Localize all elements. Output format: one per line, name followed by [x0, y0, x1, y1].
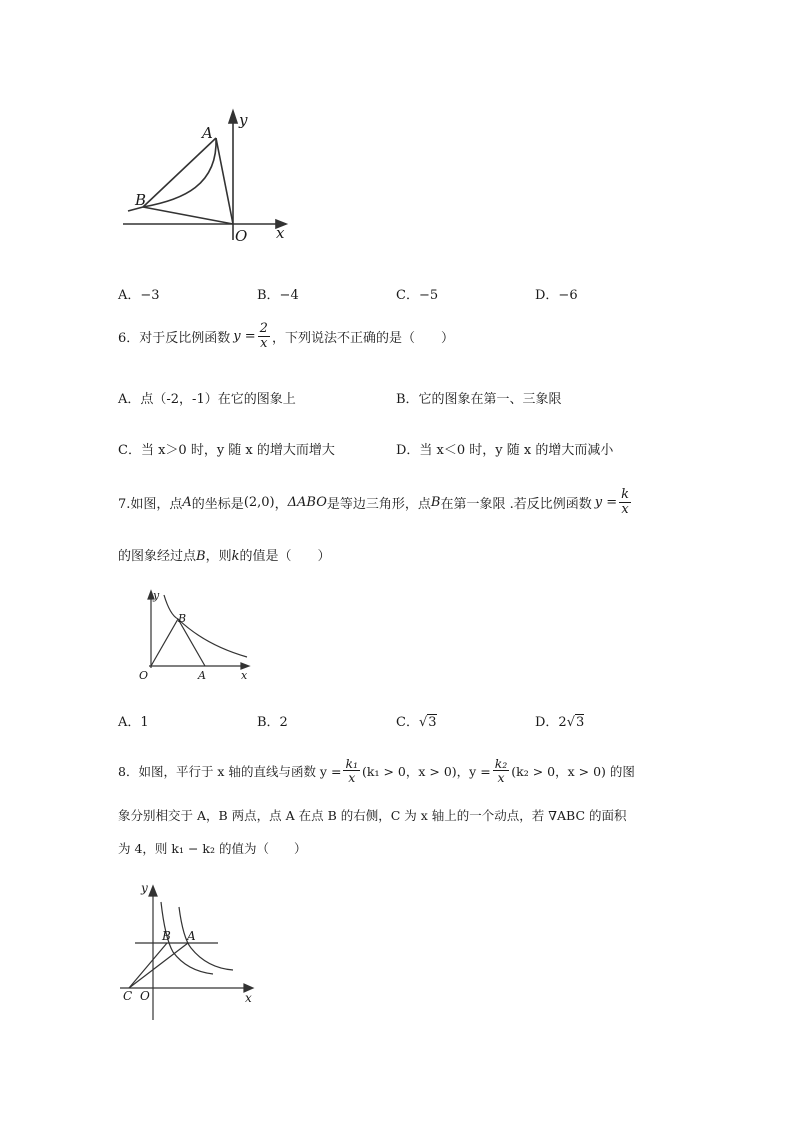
- q8-label-x: x: [245, 991, 252, 1005]
- q7-label-a: A: [198, 669, 206, 682]
- q7-fraction: [619, 488, 631, 516]
- q7-option-a: A．1: [118, 715, 149, 730]
- q7-k: k: [231, 549, 240, 564]
- q7-func-y: y =: [594, 494, 618, 510]
- q6-stem: [118, 322, 454, 350]
- q7-option-b: B．2: [257, 715, 288, 730]
- q8-label-y: y: [141, 881, 148, 895]
- q6-option-c: C．当 x＞0 时，y 随 x 的增大而增大: [118, 443, 335, 458]
- q5-label-a: A: [202, 124, 213, 142]
- sqrt-icon: √: [566, 715, 575, 730]
- q7-stem-line2: [118, 545, 331, 564]
- q5-label-b: B: [135, 191, 147, 209]
- q5-option-d: D．−6: [535, 288, 578, 303]
- q7-text-5: 在第一象限 .若反比例函数: [440, 496, 592, 512]
- q7-point-b: B: [430, 494, 441, 510]
- q7-option-c: [396, 711, 437, 730]
- q8-label-o: O: [140, 989, 150, 1003]
- q8-segment-ca: [129, 943, 188, 988]
- q6-option-a: A．点（-2，-1）在它的图象上: [118, 392, 296, 407]
- q6-func-y: y =: [233, 328, 256, 344]
- q8-stem-line2: 象分别相交于 A，B 两点，点 A 在点 B 的右侧，C 为 x 轴上的一个动点，若 ∇ABC 的面积: [118, 808, 627, 823]
- q5-segment-bo: [143, 207, 233, 224]
- q7-coord: (2,0): [243, 494, 275, 510]
- q8-y-arrow: [149, 886, 157, 896]
- q5-figure: [118, 105, 308, 255]
- q6-option-d: D．当 x＜0 时，y 随 x 的增大而减小: [396, 443, 614, 458]
- q7-text-6: 的图象经过点: [118, 549, 197, 564]
- q5-option-b: B．−4: [257, 288, 299, 303]
- q5-option-a: A．−3: [118, 288, 160, 303]
- q7-label-o: O: [139, 669, 149, 682]
- q8-label-c: C: [123, 989, 133, 1003]
- q7-option-d-radicand: 3: [576, 715, 585, 730]
- q7-text-4: 是等边三角形，点: [326, 496, 431, 512]
- q7-text-2: 的坐标是: [191, 496, 244, 512]
- q8-fraction-1: [343, 757, 360, 784]
- q8-text-2: (k₁ > 0，x > 0)，y =: [362, 763, 491, 779]
- q7-option-d: [535, 711, 584, 730]
- q7-segment-ba: [178, 619, 205, 666]
- q7-label-b: B: [178, 612, 187, 625]
- q7-option-d-prefix: D．2: [535, 715, 567, 730]
- q8-fraction-2: [493, 757, 510, 784]
- q7-text-3: ，: [274, 496, 288, 512]
- q7-point-b2: B: [196, 549, 206, 564]
- q6-suffix: ，下列说法不正确的是（ ）: [271, 330, 454, 346]
- q5-segment-ao: [216, 138, 233, 224]
- q6-option-b: B．它的图象在第一、三象限: [396, 392, 562, 407]
- q7-stem-line1: [118, 488, 633, 516]
- q8-frac2-den: x: [497, 770, 505, 786]
- q6-frac-num: 2: [259, 321, 268, 336]
- q7-option-c-prefix: C．: [396, 715, 419, 730]
- q7-triangle: ΔABO: [287, 494, 327, 510]
- q5-label-y: y: [239, 111, 248, 129]
- q7-frac-den: x: [621, 501, 629, 517]
- q6-fraction: [258, 322, 270, 350]
- q8-stem-line1: [118, 757, 635, 784]
- q6-prefix: 6．对于反比例函数: [118, 330, 231, 346]
- q5-y-arrow: [229, 111, 237, 123]
- q7-label-x: x: [241, 669, 248, 682]
- q8-frac1-num: k₁: [345, 756, 359, 771]
- q5-label-o: O: [235, 227, 248, 245]
- q8-label-a: A: [187, 929, 196, 943]
- q5-option-c: C．−5: [396, 288, 439, 303]
- q8-frac1-den: x: [348, 770, 356, 786]
- q7-option-c-radicand: 3: [428, 715, 437, 730]
- q7-figure: [135, 585, 255, 685]
- q7-text-7: ，则: [205, 549, 232, 564]
- q7-curve: [164, 595, 247, 657]
- q8-label-b: B: [162, 929, 171, 943]
- q7-text-1: 7.如图，点: [118, 496, 183, 512]
- sqrt-icon: √: [418, 715, 428, 730]
- q7-label-y: y: [153, 589, 160, 602]
- q8-frac2-num: k₂: [494, 756, 508, 771]
- q8-segment-cb: [129, 943, 167, 988]
- q7-point-a: A: [182, 494, 192, 510]
- q5-label-x: x: [276, 224, 285, 242]
- q8-text-1: 8．如图，平行于 x 轴的直线与函数 y =: [118, 763, 342, 779]
- q7-frac-num: k: [621, 487, 629, 502]
- q8-figure: [115, 878, 260, 1023]
- q6-frac-den: x: [260, 335, 268, 351]
- q7-segment-ob: [151, 619, 178, 666]
- q7-text-8: 的值是（ ）: [239, 549, 331, 564]
- q8-stem-line3: 为 4，则 k₁ − k₂ 的值为（ ）: [118, 841, 307, 856]
- q8-text-3: (k₂ > 0，x > 0) 的图: [511, 763, 635, 779]
